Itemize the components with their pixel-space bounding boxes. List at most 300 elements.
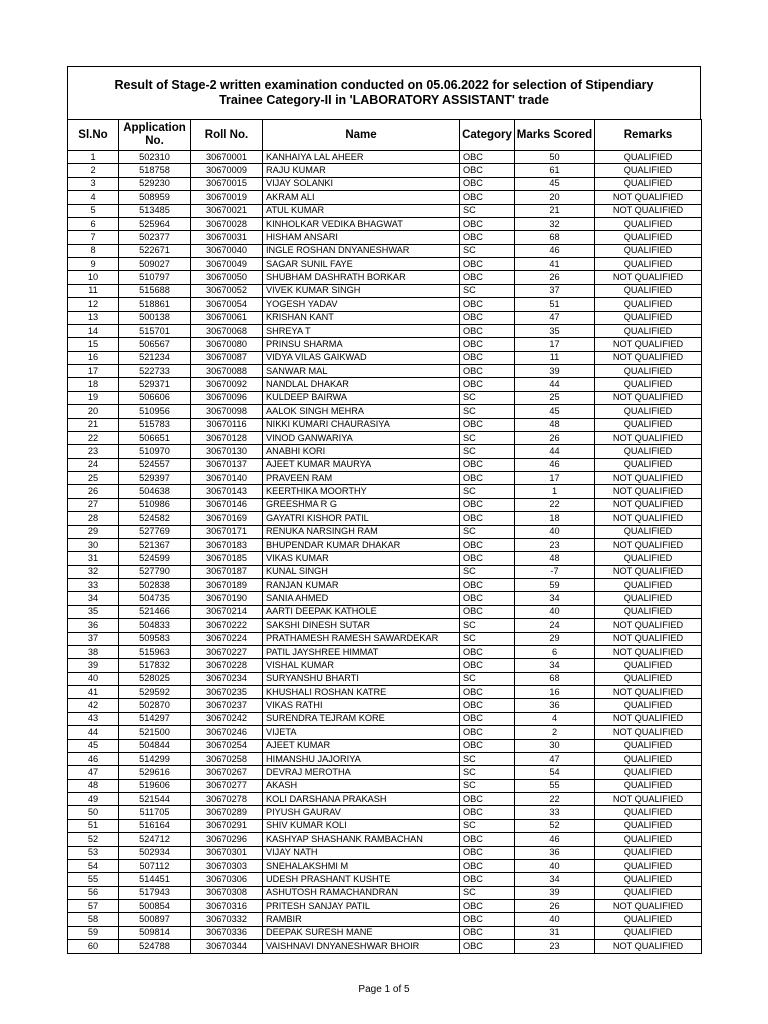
table-row [68, 177, 702, 190]
table-row [68, 298, 702, 311]
cell-roll-no: 30670087 [191, 351, 263, 364]
cell-name: SNEHALAKSHMI M [263, 859, 460, 872]
cell-remarks: QUALIFIED [595, 833, 702, 846]
cell-application-no: 522671 [119, 244, 191, 257]
cell-category: OBC [460, 940, 515, 953]
cell-application-no: 502934 [119, 846, 191, 859]
cell-name: KINHOLKAR VEDIKA BHAGWAT [263, 217, 460, 230]
cell-name: AARTI DEEPAK KATHOLE [263, 605, 460, 618]
table-row [68, 565, 702, 578]
cell-roll-no: 30670116 [191, 418, 263, 431]
cell-sl-no: 26 [68, 485, 119, 498]
cell-sl-no: 40 [68, 672, 119, 685]
cell-name: VIDYA VILAS GAIKWAD [263, 351, 460, 364]
cell-sl-no: 6 [68, 217, 119, 230]
cell-remarks: QUALIFIED [595, 458, 702, 471]
header-marks-scored: Marks Scored [515, 120, 595, 151]
cell-name: KANHAIYA LAL AHEER [263, 151, 460, 164]
cell-category: OBC [460, 458, 515, 471]
cell-sl-no: 15 [68, 338, 119, 351]
cell-remarks: QUALIFIED [595, 752, 702, 765]
cell-marks-scored: 20 [515, 191, 595, 204]
cell-marks-scored: 17 [515, 338, 595, 351]
cell-marks-scored: 68 [515, 231, 595, 244]
cell-name: YOGESH YADAV [263, 298, 460, 311]
cell-remarks: QUALIFIED [595, 378, 702, 391]
cell-marks-scored: 34 [515, 659, 595, 672]
cell-name: VIJAY NATH [263, 846, 460, 859]
cell-marks-scored: 40 [515, 913, 595, 926]
cell-roll-no: 30670227 [191, 645, 263, 658]
table-row [68, 405, 702, 418]
table-row [68, 324, 702, 337]
cell-marks-scored: 51 [515, 298, 595, 311]
cell-remarks: QUALIFIED [595, 913, 702, 926]
header-remarks: Remarks [595, 120, 702, 151]
title-line-1: Result of Stage-2 written examination conducted on 05.06.2022 for selection of Stipendiary [114, 78, 654, 92]
cell-sl-no: 55 [68, 873, 119, 886]
cell-name: KASHYAP SHASHANK RAMBACHAN [263, 833, 460, 846]
cell-marks-scored: 23 [515, 538, 595, 551]
cell-sl-no: 11 [68, 284, 119, 297]
cell-category: OBC [460, 699, 515, 712]
cell-application-no: 502310 [119, 151, 191, 164]
cell-roll-no: 30670098 [191, 405, 263, 418]
cell-roll-no: 30670246 [191, 726, 263, 739]
table-row [68, 351, 702, 364]
cell-application-no: 510797 [119, 271, 191, 284]
table-row [68, 913, 702, 926]
table-row [68, 391, 702, 404]
cell-name: VIKAS RATHI [263, 699, 460, 712]
table-row [68, 579, 702, 592]
table-row [68, 231, 702, 244]
cell-sl-no: 28 [68, 512, 119, 525]
table-row [68, 819, 702, 832]
table-row [68, 726, 702, 739]
cell-remarks: QUALIFIED [595, 365, 702, 378]
table-row [68, 552, 702, 565]
table-row [68, 445, 702, 458]
cell-application-no: 521466 [119, 605, 191, 618]
cell-category: OBC [460, 552, 515, 565]
cell-category: SC [460, 445, 515, 458]
cell-roll-no: 30670015 [191, 177, 263, 190]
table-row [68, 592, 702, 605]
cell-category: OBC [460, 498, 515, 511]
cell-category: SC [460, 886, 515, 899]
cell-remarks: QUALIFIED [595, 525, 702, 538]
cell-remarks: QUALIFIED [595, 244, 702, 257]
cell-roll-no: 30670214 [191, 605, 263, 618]
cell-roll-no: 30670234 [191, 672, 263, 685]
cell-roll-no: 30670040 [191, 244, 263, 257]
cell-category: OBC [460, 926, 515, 939]
table-row [68, 619, 702, 632]
cell-name: PIYUSH GAURAV [263, 806, 460, 819]
cell-application-no: 509027 [119, 258, 191, 271]
cell-sl-no: 43 [68, 712, 119, 725]
table-row [68, 258, 702, 271]
cell-category: OBC [460, 605, 515, 618]
cell-roll-no: 30670137 [191, 458, 263, 471]
cell-remarks: QUALIFIED [595, 177, 702, 190]
cell-category: OBC [460, 645, 515, 658]
cell-name: PATIL JAYSHREE HIMMAT [263, 645, 460, 658]
table-row [68, 632, 702, 645]
cell-sl-no: 14 [68, 324, 119, 337]
table-row [68, 926, 702, 939]
cell-sl-no: 7 [68, 231, 119, 244]
cell-roll-no: 30670169 [191, 512, 263, 525]
cell-application-no: 507112 [119, 859, 191, 872]
cell-sl-no: 38 [68, 645, 119, 658]
table-row [68, 873, 702, 886]
cell-remarks: QUALIFIED [595, 779, 702, 792]
cell-category: OBC [460, 217, 515, 230]
cell-remarks: NOT QUALIFIED [595, 726, 702, 739]
cell-remarks: QUALIFIED [595, 766, 702, 779]
cell-category: OBC [460, 271, 515, 284]
cell-category: SC [460, 619, 515, 632]
cell-category: OBC [460, 659, 515, 672]
cell-category: OBC [460, 151, 515, 164]
cell-sl-no: 51 [68, 819, 119, 832]
cell-sl-no: 16 [68, 351, 119, 364]
cell-sl-no: 56 [68, 886, 119, 899]
cell-roll-no: 30670021 [191, 204, 263, 217]
cell-application-no: 518758 [119, 164, 191, 177]
cell-application-no: 524582 [119, 512, 191, 525]
cell-category: OBC [460, 365, 515, 378]
header-name: Name [263, 120, 460, 151]
cell-category: SC [460, 244, 515, 257]
cell-roll-no: 30670336 [191, 926, 263, 939]
cell-name: SURYANSHU BHARTI [263, 672, 460, 685]
cell-remarks: QUALIFIED [595, 846, 702, 859]
cell-application-no: 524712 [119, 833, 191, 846]
cell-remarks: NOT QUALIFIED [595, 191, 702, 204]
cell-roll-no: 30670237 [191, 699, 263, 712]
cell-application-no: 504844 [119, 739, 191, 752]
cell-sl-no: 36 [68, 619, 119, 632]
cell-remarks: QUALIFIED [595, 217, 702, 230]
cell-application-no: 506606 [119, 391, 191, 404]
cell-marks-scored: 46 [515, 458, 595, 471]
cell-roll-no: 30670143 [191, 485, 263, 498]
cell-marks-scored: 39 [515, 886, 595, 899]
cell-marks-scored: 30 [515, 739, 595, 752]
cell-sl-no: 54 [68, 859, 119, 872]
cell-name: ASHUTOSH RAMACHANDRAN [263, 886, 460, 899]
cell-sl-no: 24 [68, 458, 119, 471]
cell-application-no: 504638 [119, 485, 191, 498]
cell-roll-no: 30670301 [191, 846, 263, 859]
cell-name: SAKSHI DINESH SUTAR [263, 619, 460, 632]
cell-name: RAMBIR [263, 913, 460, 926]
cell-marks-scored: 1 [515, 485, 595, 498]
cell-roll-no: 30670254 [191, 739, 263, 752]
cell-marks-scored: 25 [515, 391, 595, 404]
cell-name: VINOD GANWARIYA [263, 431, 460, 444]
page-footer: Page 1 of 5 [358, 984, 410, 995]
cell-application-no: 515701 [119, 324, 191, 337]
cell-marks-scored: 2 [515, 726, 595, 739]
cell-name: SHUBHAM DASHRATH BORKAR [263, 271, 460, 284]
cell-sl-no: 37 [68, 632, 119, 645]
cell-name: PRITESH SANJAY PATIL [263, 900, 460, 913]
cell-application-no: 514297 [119, 712, 191, 725]
cell-application-no: 508959 [119, 191, 191, 204]
table-row [68, 485, 702, 498]
cell-application-no: 529397 [119, 472, 191, 485]
cell-marks-scored: 33 [515, 806, 595, 819]
cell-roll-no: 30670303 [191, 859, 263, 872]
table-row [68, 431, 702, 444]
cell-application-no: 515688 [119, 284, 191, 297]
cell-marks-scored: 26 [515, 900, 595, 913]
table-row [68, 472, 702, 485]
cell-category: SC [460, 752, 515, 765]
cell-remarks: QUALIFIED [595, 311, 702, 324]
cell-sl-no: 9 [68, 258, 119, 271]
cell-category: OBC [460, 726, 515, 739]
cell-category: SC [460, 284, 515, 297]
table-row [68, 672, 702, 685]
cell-category: OBC [460, 806, 515, 819]
cell-sl-no: 5 [68, 204, 119, 217]
cell-marks-scored: 26 [515, 431, 595, 444]
cell-remarks: NOT QUALIFIED [595, 485, 702, 498]
cell-category: OBC [460, 913, 515, 926]
cell-sl-no: 8 [68, 244, 119, 257]
cell-application-no: 506567 [119, 338, 191, 351]
cell-sl-no: 10 [68, 271, 119, 284]
cell-remarks: NOT QUALIFIED [595, 512, 702, 525]
cell-name: HIMANSHU JAJORIYA [263, 752, 460, 765]
cell-sl-no: 18 [68, 378, 119, 391]
cell-marks-scored: 18 [515, 512, 595, 525]
table-row [68, 217, 702, 230]
cell-sl-no: 20 [68, 405, 119, 418]
cell-remarks: NOT QUALIFIED [595, 271, 702, 284]
cell-roll-no: 30670344 [191, 940, 263, 953]
cell-roll-no: 30670128 [191, 431, 263, 444]
cell-remarks: NOT QUALIFIED [595, 686, 702, 699]
cell-category: OBC [460, 739, 515, 752]
cell-name: KOLI DARSHANA PRAKASH [263, 793, 460, 806]
cell-remarks: NOT QUALIFIED [595, 338, 702, 351]
cell-name: VIKAS KUMAR [263, 552, 460, 565]
table-row [68, 365, 702, 378]
cell-remarks: QUALIFIED [595, 579, 702, 592]
cell-marks-scored: 29 [515, 632, 595, 645]
cell-name: AKRAM ALI [263, 191, 460, 204]
cell-name: INGLE ROSHAN DNYANESHWAR [263, 244, 460, 257]
cell-sl-no: 49 [68, 793, 119, 806]
cell-marks-scored: 31 [515, 926, 595, 939]
cell-category: OBC [460, 231, 515, 244]
table-row [68, 525, 702, 538]
cell-marks-scored: 6 [515, 645, 595, 658]
cell-name: NANDLAL DHAKAR [263, 378, 460, 391]
cell-application-no: 524788 [119, 940, 191, 953]
cell-marks-scored: 24 [515, 619, 595, 632]
cell-application-no: 529592 [119, 686, 191, 699]
cell-remarks: NOT QUALIFIED [595, 645, 702, 658]
cell-marks-scored: 40 [515, 859, 595, 872]
cell-marks-scored: 55 [515, 779, 595, 792]
cell-application-no: 502377 [119, 231, 191, 244]
cell-marks-scored: 46 [515, 833, 595, 846]
cell-remarks: NOT QUALIFIED [595, 565, 702, 578]
cell-roll-no: 30670267 [191, 766, 263, 779]
cell-application-no: 500138 [119, 311, 191, 324]
cell-roll-no: 30670096 [191, 391, 263, 404]
table-row [68, 458, 702, 471]
cell-category: OBC [460, 418, 515, 431]
cell-name: VISHAL KUMAR [263, 659, 460, 672]
cell-remarks: NOT QUALIFIED [595, 204, 702, 217]
cell-category: OBC [460, 900, 515, 913]
cell-roll-no: 30670054 [191, 298, 263, 311]
cell-roll-no: 30670001 [191, 151, 263, 164]
table-row [68, 940, 702, 953]
cell-name: UDESH PRASHANT KUSHTE [263, 873, 460, 886]
table-row [68, 191, 702, 204]
cell-name: VAISHNAVI DNYANESHWAR BHOIR [263, 940, 460, 953]
cell-application-no: 502870 [119, 699, 191, 712]
cell-roll-no: 30670291 [191, 819, 263, 832]
cell-category: OBC [460, 712, 515, 725]
cell-application-no: 528025 [119, 672, 191, 685]
cell-roll-no: 30670187 [191, 565, 263, 578]
cell-name: VIVEK KUMAR SINGH [263, 284, 460, 297]
cell-remarks: QUALIFIED [595, 445, 702, 458]
cell-sl-no: 27 [68, 498, 119, 511]
cell-roll-no: 30670258 [191, 752, 263, 765]
cell-roll-no: 30670049 [191, 258, 263, 271]
cell-category: SC [460, 525, 515, 538]
table-row [68, 793, 702, 806]
cell-remarks: QUALIFIED [595, 324, 702, 337]
cell-application-no: 500897 [119, 913, 191, 926]
cell-marks-scored: 44 [515, 378, 595, 391]
cell-sl-no: 13 [68, 311, 119, 324]
cell-marks-scored: 52 [515, 819, 595, 832]
cell-marks-scored: 22 [515, 793, 595, 806]
cell-category: OBC [460, 793, 515, 806]
cell-application-no: 509583 [119, 632, 191, 645]
cell-marks-scored: 35 [515, 324, 595, 337]
table-row [68, 752, 702, 765]
cell-name: KHUSHALI ROSHAN KATRE [263, 686, 460, 699]
cell-name: RANJAN KUMAR [263, 579, 460, 592]
cell-category: OBC [460, 311, 515, 324]
cell-category: OBC [460, 846, 515, 859]
cell-category: OBC [460, 859, 515, 872]
cell-category: SC [460, 672, 515, 685]
cell-sl-no: 22 [68, 431, 119, 444]
cell-sl-no: 25 [68, 472, 119, 485]
header-category: Category [460, 120, 515, 151]
cell-application-no: 517943 [119, 886, 191, 899]
cell-sl-no: 4 [68, 191, 119, 204]
cell-remarks: QUALIFIED [595, 164, 702, 177]
cell-roll-no: 30670009 [191, 164, 263, 177]
cell-sl-no: 35 [68, 605, 119, 618]
cell-application-no: 524557 [119, 458, 191, 471]
cell-marks-scored: 68 [515, 672, 595, 685]
cell-roll-no: 30670228 [191, 659, 263, 672]
cell-marks-scored: -7 [515, 565, 595, 578]
cell-remarks: QUALIFIED [595, 298, 702, 311]
title-line-2: Trainee Category-II in 'LABORATORY ASSISTANT' trade [219, 93, 549, 107]
cell-sl-no: 2 [68, 164, 119, 177]
cell-name: AALOK SINGH MEHRA [263, 405, 460, 418]
header-roll-no: Roll No. [191, 120, 263, 151]
cell-application-no: 510986 [119, 498, 191, 511]
cell-remarks: QUALIFIED [595, 672, 702, 685]
cell-name: RENUKA NARSINGH RAM [263, 525, 460, 538]
cell-remarks: QUALIFIED [595, 231, 702, 244]
cell-roll-no: 30670080 [191, 338, 263, 351]
table-row [68, 739, 702, 752]
cell-category: OBC [460, 164, 515, 177]
cell-name: SAGAR SUNIL FAYE [263, 258, 460, 271]
cell-remarks: NOT QUALIFIED [595, 900, 702, 913]
cell-marks-scored: 48 [515, 418, 595, 431]
cell-application-no: 502838 [119, 579, 191, 592]
cell-remarks: NOT QUALIFIED [595, 391, 702, 404]
cell-category: OBC [460, 472, 515, 485]
cell-application-no: 500854 [119, 900, 191, 913]
table-row [68, 605, 702, 618]
table-row [68, 659, 702, 672]
cell-name: KRISHAN KANT [263, 311, 460, 324]
cell-application-no: 529230 [119, 177, 191, 190]
cell-roll-no: 30670289 [191, 806, 263, 819]
cell-category: OBC [460, 579, 515, 592]
cell-marks-scored: 61 [515, 164, 595, 177]
cell-application-no: 522733 [119, 365, 191, 378]
cell-category: SC [460, 204, 515, 217]
cell-application-no: 510956 [119, 405, 191, 418]
cell-name: GAYATRI KISHOR PATIL [263, 512, 460, 525]
cell-roll-no: 30670278 [191, 793, 263, 806]
cell-roll-no: 30670068 [191, 324, 263, 337]
cell-name: PRAVEEN RAM [263, 472, 460, 485]
cell-sl-no: 32 [68, 565, 119, 578]
cell-application-no: 527769 [119, 525, 191, 538]
cell-name: ATUL KUMAR [263, 204, 460, 217]
cell-category: OBC [460, 512, 515, 525]
table-row [68, 900, 702, 913]
cell-roll-no: 30670185 [191, 552, 263, 565]
cell-category: OBC [460, 686, 515, 699]
cell-sl-no: 19 [68, 391, 119, 404]
cell-remarks: NOT QUALIFIED [595, 632, 702, 645]
cell-sl-no: 41 [68, 686, 119, 699]
cell-marks-scored: 36 [515, 699, 595, 712]
table-row [68, 512, 702, 525]
cell-name: ANABHI KORI [263, 445, 460, 458]
cell-category: OBC [460, 538, 515, 551]
cell-marks-scored: 41 [515, 258, 595, 271]
cell-roll-no: 30670306 [191, 873, 263, 886]
table-row [68, 151, 702, 164]
table-row [68, 833, 702, 846]
